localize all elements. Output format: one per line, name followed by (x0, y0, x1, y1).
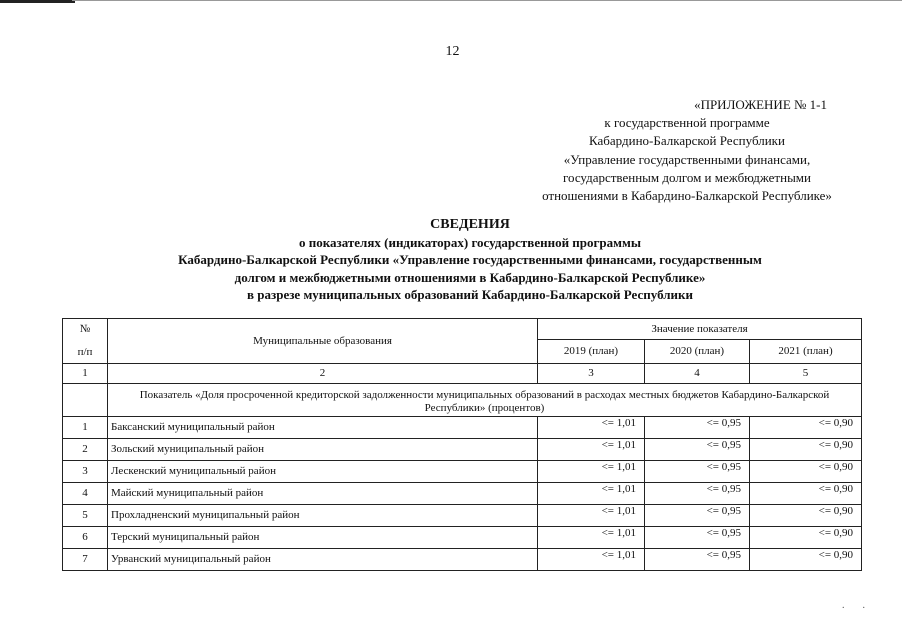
page-number: 12 (445, 44, 460, 59)
municipality-header: Муниципальные образования (108, 319, 538, 364)
value-2021: <= 0,90 (750, 439, 862, 461)
appendix-line: Кабардино-Балкарской Республики (589, 133, 785, 149)
table-row (63, 505, 862, 527)
value-group-header: Значение показателя (538, 319, 862, 340)
value-2020: <= 0,95 (645, 549, 750, 571)
value-2021: <= 0,90 (750, 461, 862, 483)
document-title: СВЕДЕНИЯ (430, 217, 510, 232)
table-row (63, 461, 862, 483)
scan-edge-line (72, 0, 902, 1)
year-header-2020: 2020 (план) (645, 340, 750, 364)
col-number: 2 (108, 364, 538, 384)
municipality-name: Прохладненский муниципальный район (108, 505, 538, 527)
value-2020: <= 0,95 (645, 417, 750, 439)
num-header (63, 319, 108, 364)
municipality-name: Майский муниципальный район (108, 483, 538, 505)
table-row (63, 549, 862, 571)
value-2021: <= 0,90 (750, 417, 862, 439)
heading-line: Кабардино-Балкарской Республики «Управление государственными финансами, государственным (178, 252, 762, 267)
heading-line: долгом и межбюджетными отношениями в Кабардино-Балкарской Республике» (234, 269, 706, 285)
heading-line: о показателях (индикаторах) государственной программы (298, 234, 642, 250)
appendix-line: «Управление государственными финансами, (563, 151, 811, 167)
value-2019: <= 1,01 (538, 505, 645, 527)
value-2021: <= 0,90 (750, 505, 862, 527)
row-number: 6 (63, 527, 108, 549)
value-2019: <= 1,01 (538, 439, 645, 461)
col-number: 5 (750, 364, 862, 384)
col-number: 4 (645, 364, 750, 384)
value-2020: <= 0,95 (645, 527, 750, 549)
value-2019: <= 1,01 (538, 549, 645, 571)
value-2021: <= 0,90 (750, 483, 862, 505)
municipality-name: Урванский муниципальный район (108, 549, 538, 571)
appendix-line: «ПРИЛОЖЕНИЕ № 1-1 (694, 97, 827, 112)
appendix-line: отношениями в Кабардино-Балкарской Республике» (542, 188, 832, 204)
municipality-name: Терский муниципальный район (108, 527, 538, 549)
table-row (63, 439, 862, 461)
scan-edge-mark (0, 0, 75, 3)
row-number: 3 (63, 461, 108, 483)
value-2020: <= 0,95 (645, 439, 750, 461)
table-row (63, 483, 862, 505)
value-2019: <= 1,01 (538, 483, 645, 505)
table-row (63, 417, 862, 439)
value-2019: <= 1,01 (538, 527, 645, 549)
appendix-block (507, 96, 867, 205)
row-number: 4 (63, 483, 108, 505)
scan-specks: .. (842, 600, 883, 611)
indicator-table (62, 318, 862, 571)
value-2019: <= 1,01 (538, 461, 645, 483)
value-2020: <= 0,95 (645, 483, 750, 505)
value-2020: <= 0,95 (645, 461, 750, 483)
row-number: 7 (63, 549, 108, 571)
indicator-description: Показатель «Доля просроченной кредиторской задолженности муниципальных образований в расходах местных бюджетов Кабардино-Балкарской Республики» (процентов) (108, 384, 862, 417)
municipality-name: Баксанский муниципальный район (108, 417, 538, 439)
num-header-top: № (79, 323, 91, 335)
value-2021: <= 0,90 (750, 549, 862, 571)
value-2021: <= 0,90 (750, 527, 862, 549)
appendix-line: к государственной программе (604, 115, 770, 131)
heading-line: в разрезе муниципальных образований Кабардино-Балкарской Республики (246, 287, 694, 302)
row-number: 1 (63, 417, 108, 439)
row-number: 5 (63, 505, 108, 527)
col-number: 1 (63, 364, 108, 384)
appendix-line: государственным долгом и межбюджетными (562, 169, 811, 185)
year-header-2019: 2019 (план) (538, 340, 645, 364)
table-row (63, 527, 862, 549)
document-heading (60, 216, 880, 304)
value-2019: <= 1,01 (538, 417, 645, 439)
num-header-bottom: п/п (77, 346, 93, 358)
year-header-2021: 2021 (план) (750, 340, 862, 364)
value-2020: <= 0,95 (645, 505, 750, 527)
municipality-name: Лескенский муниципальный район (108, 461, 538, 483)
indicator-num-cell (63, 384, 108, 417)
col-number: 3 (538, 364, 645, 384)
row-number: 2 (63, 439, 108, 461)
municipality-name: Зольский муниципальный район (108, 439, 538, 461)
